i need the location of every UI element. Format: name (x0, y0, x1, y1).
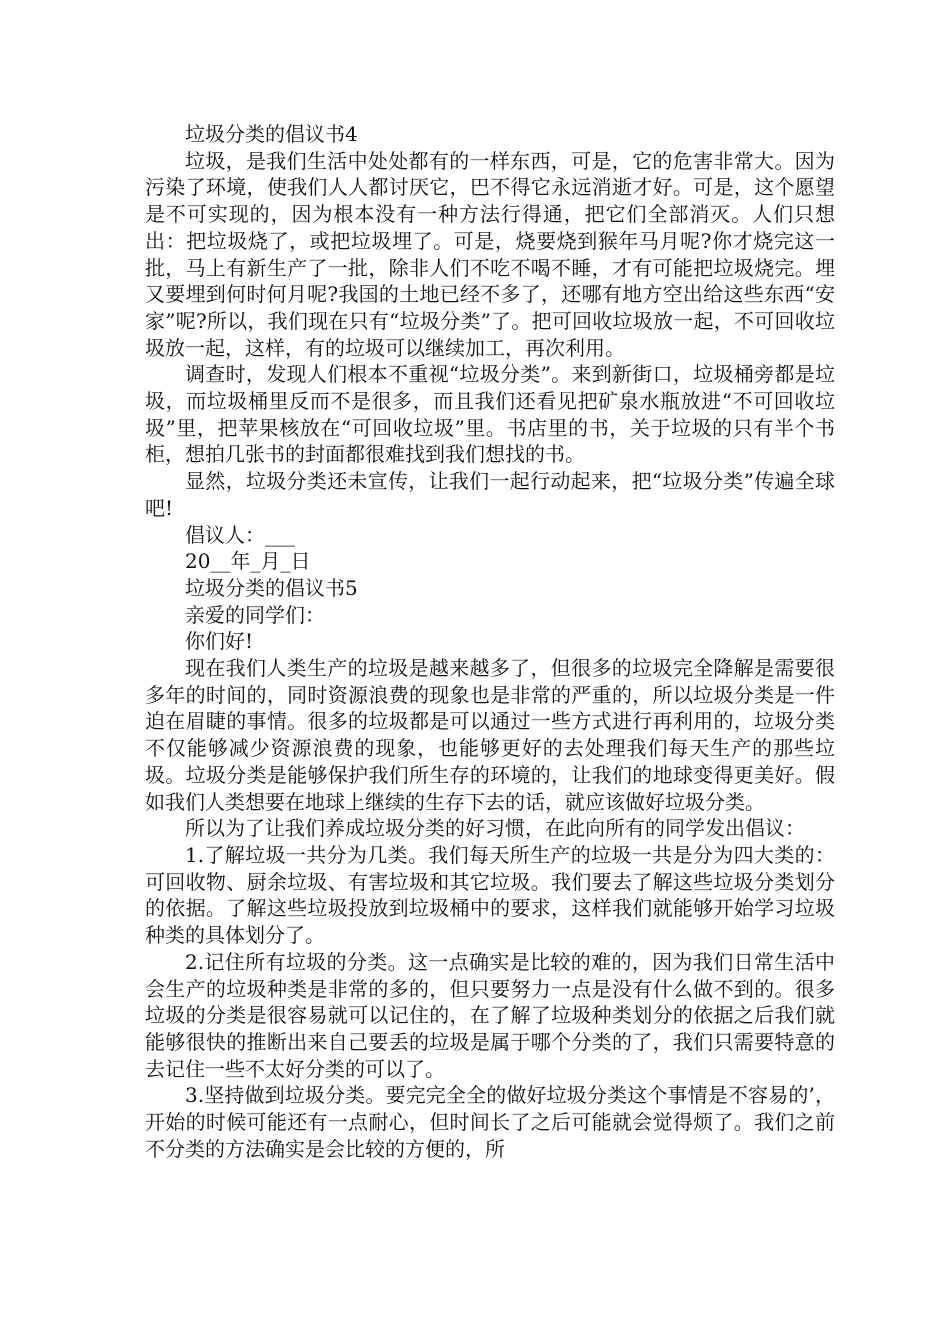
paragraph-proposal-lead: 所以为了让我们养成垃圾分类的好习惯，在此向所有的同学发出倡议： (185, 816, 805, 841)
list-item-2: 2.记住所有垃圾的分类。这一点确实是比较的难的，因为我们日常生活中会生产的垃圾种类是非常的多的，但只要努力一点是没有什么做不到的。很多垃圾的分类是很容易就可以记住的，在了解了垃圾种类划分的依据之后我们就能够很快的推断出来自己要丢的垃圾是属于哪个分类的了，我们只需要特意的去记住一些不太好分类的可以了。 (145, 949, 835, 1081)
list-item-1: 1.了解垃圾一共分为几类。我们每天所生产的垃圾一共是分为四大类的：可回收物、厨余垃圾、有害垃圾和其它垃圾。我们要去了解这些垃圾分类划分的依据。了解这些垃圾投放到垃圾桶中的要求，这样我们就能够开始学习垃圾种类的具体划分了。 (145, 842, 835, 948)
date-line: 20__年_月_日 (185, 549, 311, 574)
salutation: 亲爱的同学们： (185, 602, 325, 627)
heading-proposal-5: 垃圾分类的倡议书5 (185, 575, 358, 600)
paragraph-intro: 现在我们人类生产的垃圾是越来越多了，但很多的垃圾完全降解是需要很多年的时间的，同时资源浪费的现象也是非常的严重的，所以垃圾分类是一件迫在眉睫的事情。很多的垃圾都是可以通过一些方式进行再利用的，垃圾分类不仅能够减少资源浪费的现象，也能够更好的去处理我们每天生产的那些垃圾。垃圾分类是能够保护我们所生存的环境的，让我们的地球变得更美好。假如我们人类想要在地球上继续的生存下去的话，就应该做好垃圾分类。 (145, 656, 835, 814)
paragraph-survey: 调查时，发现人们根本不重视“垃圾分类”。来到新街口，垃圾桶旁都是垃圾，而垃圾桶里反而不是很多，而且我们还看见把矿泉水瓶放进“不可回收垃圾”里，把苹果核放在“可回收垃圾”里。书店里的书，关于垃圾的只有半个书柜，想拍几张书的封面都很难找到我们想找的书。 (145, 362, 835, 467)
paragraph-garbage-harm: 垃圾，是我们生活中处处都有的一样东西，可是，它的危害非常大。因为污染了环境，使我们人人都讨厌它，巴不得它永远消逝才好。可是，这个愿望是不可实现的，因为根本没有一种方法行得通，把它们全部消灭。人们只想出：把垃圾烧了，或把垃圾埋了。可是，烧要烧到猴年马月呢?你才烧完这一批，马上有新生产了一批，除非人们不吃不喝不睡，才有可能把垃圾烧完。埋又要埋到何时何月呢?我国的土地已经不多了，还哪有地方空出给这些东西“安家”呢?所以，我们现在只有“垃圾分类”了。把可回收垃圾放一起，不可回收垃圾放一起，这样，有的垃圾可以继续加工，再次利用。 (145, 148, 835, 360)
document-page (145, 121, 835, 1162)
greeting: 你们好! (185, 629, 254, 654)
paragraph-call-to-action: 显然，垃圾分类还未宣传，让我们一起行动起来，把“垃圾分类”传遍全球吧! (145, 469, 835, 520)
heading-proposal-4: 垃圾分类的倡议书4 (185, 122, 358, 146)
signature-line: 倡议人：___ (185, 522, 295, 547)
list-item-3: 3.坚持做到垃圾分类。要完完全全的做好垃圾分类这个事情是不容易的’，开始的时候可能还有一点耐心，但时间长了之后可能就会觉得烦了。我们之前不分类的方法确实是会比较的方便的，所 (145, 1083, 835, 1161)
